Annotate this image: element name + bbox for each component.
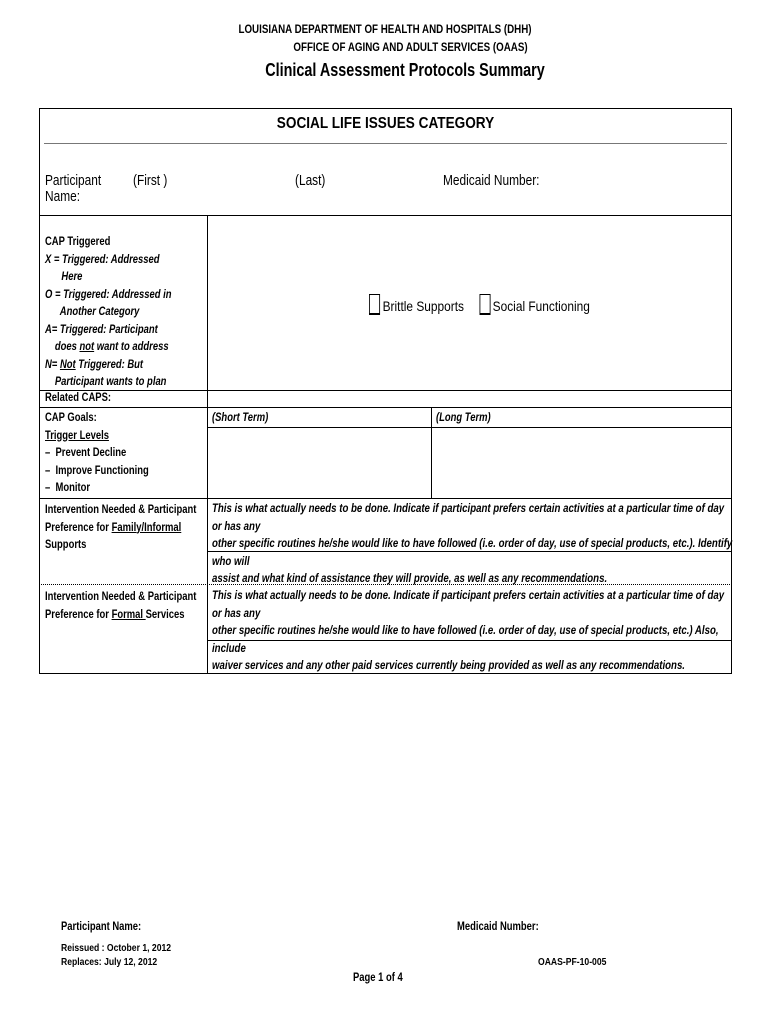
trigger-level-prevent: – Prevent Decline (45, 447, 127, 459)
department-heading: LOUISIANA DEPARTMENT OF HEALTH AND HOSPITALS (DHH) (238, 24, 532, 36)
legend-n: N= Not Triggered: But (45, 358, 144, 371)
trigger-level-monitor: – Monitor (45, 482, 91, 494)
informal-supports-instructions: This is what actually needs to be done. Indicate if participant prefers certain activities at a particular time of day or has any other specific routines he/she would like to have followed (i.e. order of day, use of special products, etc.). Identify who will assist and what kind of assistance they will provide, as well as any recommendations. (212, 503, 733, 585)
brittle-supports-label: Brittle Supports (382, 298, 464, 314)
legend-a-cont: does not want to address (54, 341, 169, 353)
footer-medicaid-number: Medicaid Number: (457, 921, 539, 933)
social-functioning-checkbox[interactable] (479, 294, 490, 315)
participant-label (45, 173, 101, 205)
long-term-goal-input[interactable] (432, 428, 731, 498)
legend-a: A= Triggered: Participant (45, 323, 158, 336)
legend-x-cont: Here (61, 271, 83, 283)
social-functioning-label: Social Functioning (492, 298, 590, 314)
footer-participant-name: Participant Name: (61, 921, 142, 933)
cap-goals-label: CAP Goals: (45, 412, 97, 424)
first-name-field[interactable]: (First ) (133, 173, 168, 189)
cap-goals-labels (45, 410, 149, 498)
formal-services-label: Intervention Needed & Participant Preference for Formal Services (45, 591, 197, 621)
short-term-goal-input[interactable] (208, 428, 431, 498)
table-top-border (39, 215, 732, 216)
formal-services-instructions: This is what actually needs to be done. Indicate if participant prefers certain activities at a particular time of day or has any other specific routines he/she would like to have followed (i.e. order of day, use of special products, etc.) Also, include waiver services and any other paid services currently being provided as well as any recommendations. (212, 590, 725, 672)
reissued-date: Reissued : October 1, 2012 (61, 942, 172, 954)
formal-services-input[interactable] (208, 641, 731, 673)
trigger-levels-heading: Trigger Levels (45, 429, 109, 442)
form-id: OAAS-PF-10-005 (538, 956, 607, 968)
trigger-level-improve: – Improve Functioning (45, 464, 149, 477)
office-heading: OFFICE OF AGING AND ADULT SERVICES (OAAS) (293, 42, 528, 54)
informal-supports-label: Intervention Needed & Participant Preference for Family/Informal Supports (45, 504, 197, 551)
footer-dates (61, 941, 171, 969)
category-divider (44, 143, 727, 144)
cap-triggered-legend (45, 234, 172, 392)
legend-o: O = Triggered: Addressed in (45, 288, 172, 301)
legend-o-cont: Another Category (59, 306, 140, 318)
last-name-field[interactable]: (Last) (295, 173, 326, 189)
category-title: SOCIAL LIFE ISSUES CATEGORY (276, 115, 495, 132)
informal-supports-input[interactable] (208, 552, 731, 584)
legend-n-cont: Participant wants to plan (54, 376, 167, 388)
brittle-supports-checkbox[interactable] (369, 294, 380, 315)
replaces-date: Replaces: July 12, 2012 (61, 956, 158, 968)
legend-x: X = Triggered: Addressed (45, 253, 160, 266)
form-title: Clinical Assessment Protocols Summary (265, 60, 545, 80)
cap-triggered-heading: CAP Triggered (45, 236, 111, 248)
short-term-goal-header: (Short Term) (212, 412, 269, 424)
related-caps-label: Related CAPS: (45, 392, 112, 404)
page-number: Page 1 of 4 (353, 972, 403, 984)
goals-row-border (39, 498, 732, 499)
cap-options (369, 294, 590, 315)
long-term-goal-header: (Long Term) (436, 412, 491, 424)
participant-label-line1: Participant (45, 173, 102, 189)
participant-label-line2: Name: (45, 189, 81, 205)
medicaid-number-field[interactable]: Medicaid Number: (443, 173, 540, 189)
related-caps-row-border (39, 407, 732, 408)
